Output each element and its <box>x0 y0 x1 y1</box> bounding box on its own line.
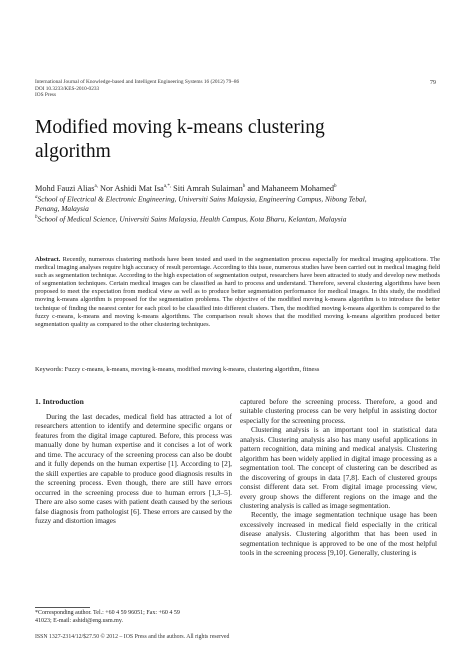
title-line-2: algorithm <box>35 141 111 162</box>
author-list: Mohd Fauzi Alias$^{a,}$ Nor Ashidi Mat Isa$^{a,*,}$ Siti Amrah Sulaiman$^b$ and Mahaneem Mohamed$^b$ <box>35 183 337 193</box>
affiliation-b: $^b$School of Medical Science, Universiti Sains Malaysia, Health Campus, Kota Bharu, Kelantan, Malaysia <box>35 214 347 224</box>
page-number: 79 <box>429 79 436 86</box>
journal-header <box>35 79 395 99</box>
doi: DOI 10.3233/KES-2010-0233 <box>35 85 100 92</box>
affiliation-a-line-1: $^a$School of Electrical & Electronic Engineering, Universiti Sains Malaysia, Engineering Campus, Nibong Tebal, <box>35 194 367 204</box>
intro-paragraph-1: During the last decades, medical field has attracted a lot of researchers attention to identify and determine specific organs or features from the digital image captured. Before, this process was manually done by human expertise and it concises a lot of work and time. The accuracy of the screening process can also be doubt and it fully depends on the human expertise [1]. According to [2], the skill experties are capable to produce good diagnosis results in the screening process. Even though, there are still have errors occurred in the screening process due to human errors [1,3–5]. There are also some cases with patient death caused by the serious false diagnosis from pathologist [6]. These errors are caused by the fuzzy and distortion images <box>35 412 232 525</box>
left-column <box>35 412 232 525</box>
paper-title <box>35 116 435 164</box>
title-line-1: Modified moving k-means clustering <box>35 117 325 138</box>
intro-paragraph-2: Clustering analysis is an important tool in statistical data analysis. Clustering analysis also has many useful applications in pattern recognition, data mining and medical analysis. Clustering algorithm has been widely applied in digital image processing as a segmentation tool. The concept of clustering can be described as the discovering of groups in data [7,8]. Each of clustered groups consist different data set. From digital image processing view, every group shows the different regions on the image and the clustering analysis is called as image segmentation. <box>240 425 437 510</box>
corresponding-author-footnote <box>35 610 235 625</box>
footnote-divider <box>35 607 90 608</box>
intro-paragraph-3: Recently, the image segmentation technique usage has been excessively increased in medical field especially in the critical disease analysis. Clustering algorithm that has been used in segmentation technique is approved to be one of the most helpful tools in the screening process [9,10]. Generally, clustering is <box>240 510 437 558</box>
affiliations <box>35 193 445 224</box>
keywords: Keywords: Fuzzy c-means, k-means, moving k-means, modified moving k-means, clustering algorithm, fitness <box>35 366 320 373</box>
abstract <box>35 256 440 329</box>
intro-paragraph-1-continued: captured before the screening process. Therefore, a good and suitable clustering process can be very helpful in assisting doctor especially for the screening process. <box>240 397 437 425</box>
section-heading-introduction: 1. Introduction <box>35 397 84 406</box>
abstract-label: Abstract. <box>35 256 61 263</box>
right-column <box>240 397 437 558</box>
footnote-line-2: 41023; E-mail: ashidi@eng.usm.my. <box>35 617 123 624</box>
journal-citation: International Journal of Knowledge-based and Intelligent Engineering Systems 16 (2012) 79–86 <box>35 79 240 85</box>
footnote-line-1: *Corresponding author. Tel.: +60 4 59 96051; Fax: +60 4 59 <box>35 610 180 616</box>
publisher: IOS Press <box>35 92 57 99</box>
affiliation-a-line-2: Penang, Malaysia <box>35 203 89 213</box>
abstract-text: Recently, numerous clustering methods have been tested and used in the segmentation process especially for medical imaging applications. The medical imaging analyses require high accuracy of result percentage. According to this issue, numerous studies have been carried out in medical imaging field such as segmentation technique. According to the high expectation of segmentation output, researchers have been attracted to study and develop new methods of segmentation techniques. Certain medical images can be classified as hard to process and understand. Therefore, several clustering algorithms have been proposed to meet the expectation from medical view as well as to produce better segmentation performance for medical images. In this study, the modified moving k-means algorithm is proposed for the segmentation problems. The objective of the modified moving k-means algorithm is to introduce the better technique of finding the nearest center for each pixel to be classified into different clusters. Then, the modified moving k-means algorithm is compared to the fuzzy c-means, k-means and moving k-means algorithms. The comparison result shows that the modified moving k-means algorithm produced better segmentation quality as compared to the other clustering techniques. <box>35 256 440 328</box>
issn-line: ISSN 1327-2314/12/$27.50 © 2012 – IOS Press and the authors. All rights reserved <box>35 634 230 640</box>
